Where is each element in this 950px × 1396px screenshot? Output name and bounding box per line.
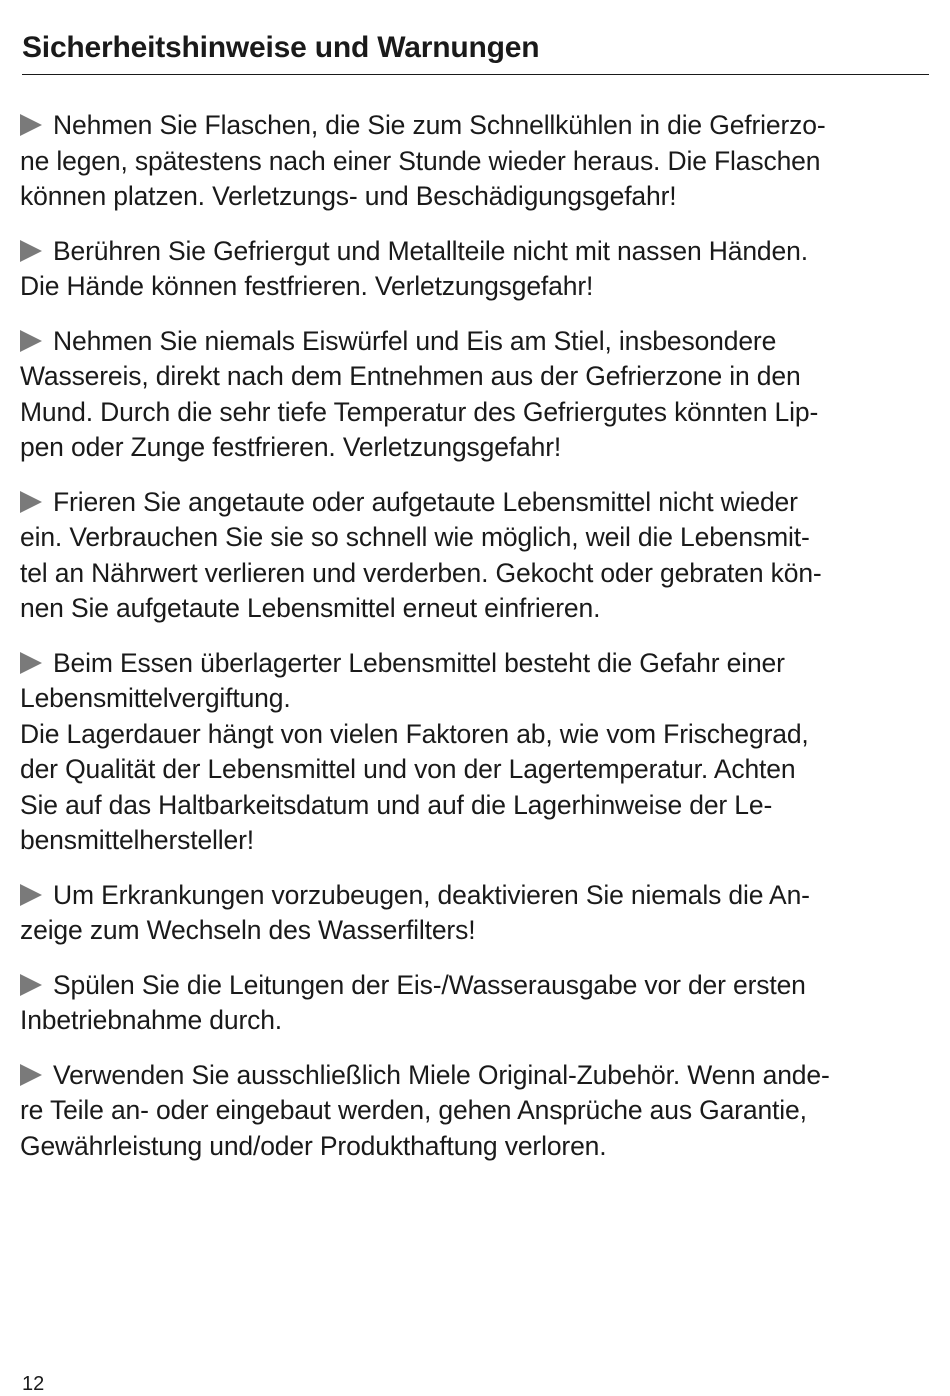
warning-line: Berühren Sie Gefriergut und Metallteile nicht mit nassen Händen.	[20, 234, 930, 270]
warning-line: Mund. Durch die sehr tiefe Temperatur des Gefriergutes könnten Lip-	[20, 396, 819, 427]
warning-line: Nehmen Sie Flaschen, die Sie zum Schnellkühlen in die Gefrierzo-	[20, 108, 930, 144]
warning-line: Beim Essen überlagerter Lebensmittel besteht die Gefahr einer	[20, 646, 930, 682]
triangle-bullet-icon	[20, 114, 42, 136]
warning-line: ne legen, spätestens nach einer Stunde wieder heraus. Die Flaschen	[20, 145, 821, 176]
page-header	[22, 28, 929, 75]
page-title: Sicherheitshinweise und Warnungen	[22, 31, 540, 64]
page-number: 12	[22, 1373, 45, 1395]
triangle-bullet-icon	[20, 330, 42, 352]
warning-line: können platzen. Verletzungs- und Beschädigungsgefahr!	[20, 181, 677, 211]
warning-item	[20, 646, 930, 859]
warning-line: Frieren Sie angetaute oder aufgetaute Lebensmittel nicht wieder	[20, 485, 930, 521]
warning-item	[20, 108, 930, 215]
warning-line: Wassereis, direkt nach dem Entnehmen aus der Gefrierzone in den	[20, 361, 801, 391]
warning-line: Inbetriebnahme durch.	[20, 1005, 283, 1035]
triangle-bullet-icon	[20, 491, 42, 513]
warning-item	[20, 324, 930, 466]
triangle-bullet-icon	[20, 240, 42, 262]
warning-line: ein. Verbrauchen Sie sie so schnell wie möglich, weil die Lebensmit-	[20, 522, 810, 552]
warning-line: Verwenden Sie ausschließlich Miele Original-Zubehör. Wenn ande-	[20, 1058, 930, 1094]
warning-item	[20, 1058, 930, 1165]
warning-line: Sie auf das Haltbarkeitsdatum und auf die Lagerhinweise der Le-	[20, 789, 773, 820]
warning-item	[20, 485, 930, 627]
warning-line: Gewährleistung und/oder Produkthaftung verloren.	[20, 1130, 607, 1161]
warning-line: tel an Nährwert verlieren und verderben. Gekocht oder gebraten kön-	[20, 557, 822, 588]
warning-line: re Teile an- oder eingebaut werden, gehen Ansprüche aus Garantie,	[20, 1095, 807, 1125]
warning-line: Die Lagerdauer hängt von vielen Faktoren ab, wie vom Frischegrad,	[20, 718, 809, 749]
warning-line: nen Sie aufgetaute Lebensmittel erneut einfrieren.	[20, 593, 601, 623]
warning-line: Die Hände können festfrieren. Verletzungsgefahr!	[20, 271, 594, 301]
warning-line: bensmittelhersteller!	[20, 825, 254, 855]
warning-item	[20, 234, 930, 305]
triangle-bullet-icon	[20, 1064, 42, 1086]
triangle-bullet-icon	[20, 652, 42, 674]
warning-line: Nehmen Sie niemals Eiswürfel und Eis am Stiel, insbesondere	[20, 324, 930, 360]
warning-line: zeige zum Wechseln des Wasserfilters!	[20, 915, 476, 945]
warning-item	[20, 968, 930, 1039]
warning-line: Lebensmittelvergiftung.	[20, 683, 291, 713]
warnings-list	[20, 108, 930, 1183]
triangle-bullet-icon	[20, 974, 42, 996]
warning-line: Um Erkrankungen vorzubeugen, deaktivieren Sie niemals die An-	[20, 878, 930, 914]
warning-line: der Qualität der Lebensmittel und von der Lagertemperatur. Achten	[20, 754, 796, 784]
warning-item	[20, 878, 930, 949]
triangle-bullet-icon	[20, 884, 42, 906]
warning-line: pen oder Zunge festfrieren. Verletzungsgefahr!	[20, 432, 562, 462]
warning-line: Spülen Sie die Leitungen der Eis-/Wasserausgabe vor der ersten	[20, 968, 930, 1004]
